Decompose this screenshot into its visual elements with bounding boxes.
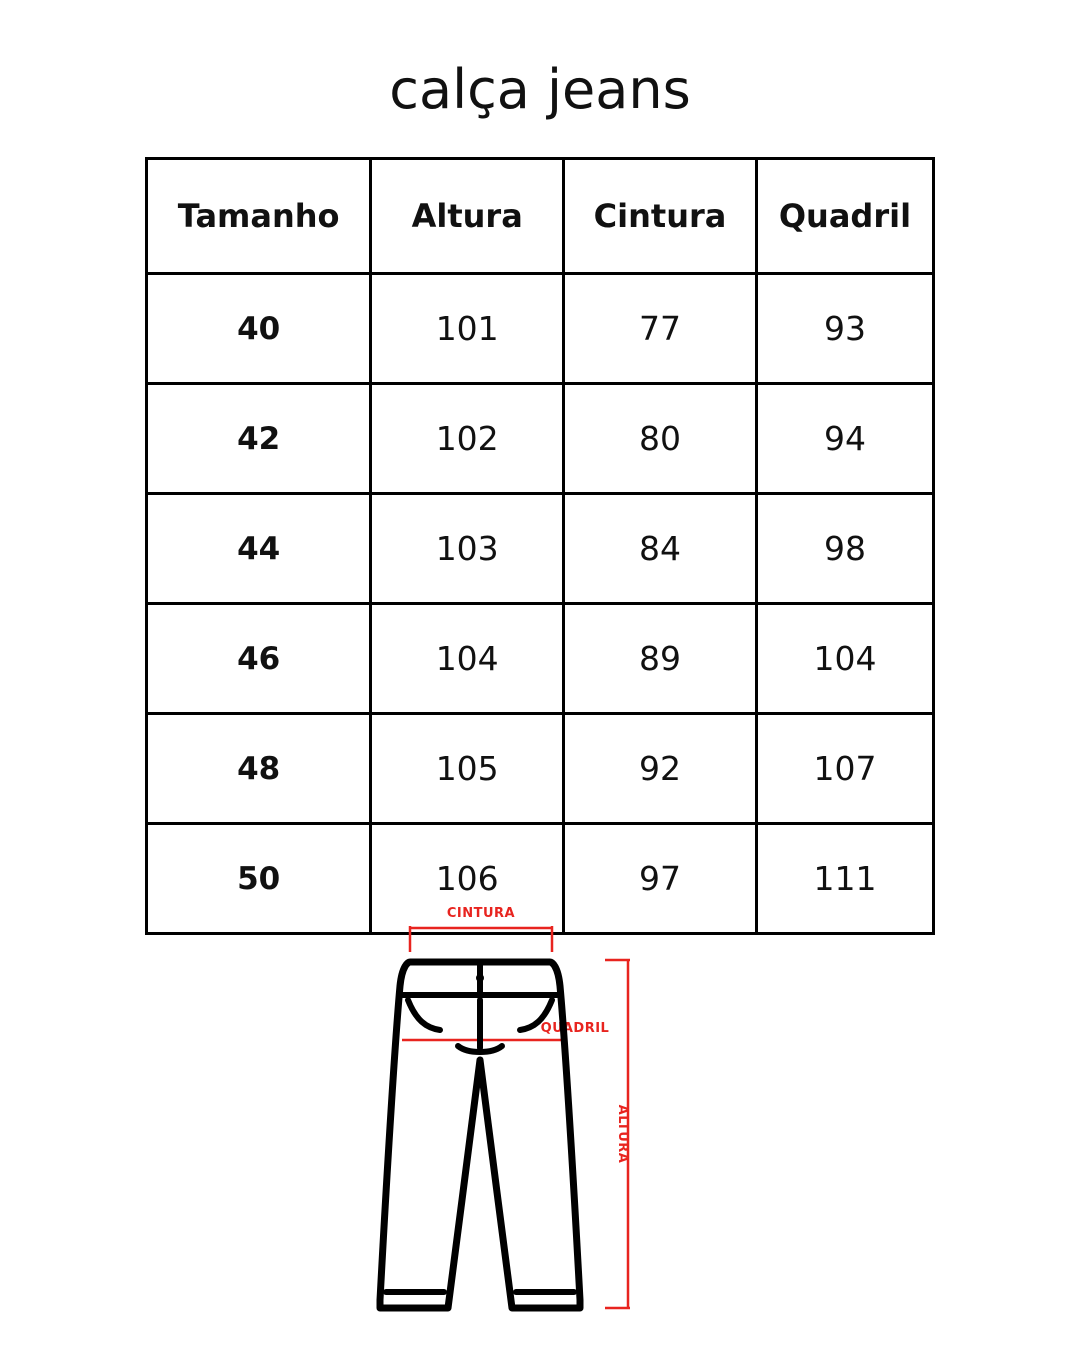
table-row bbox=[147, 604, 934, 714]
altura-label: ALTURA bbox=[615, 1104, 630, 1164]
cell-cintura: 97 bbox=[564, 824, 757, 934]
cell-cintura: 80 bbox=[564, 384, 757, 494]
cell-tamanho: 50 bbox=[147, 824, 371, 934]
jeans-button-icon bbox=[476, 974, 484, 982]
table-body bbox=[147, 274, 934, 934]
cell-altura: 103 bbox=[371, 494, 564, 604]
cintura-measure-bracket bbox=[410, 926, 552, 952]
size-table-container bbox=[145, 157, 935, 935]
table-row bbox=[147, 714, 934, 824]
size-table bbox=[145, 157, 935, 935]
cell-cintura: 84 bbox=[564, 494, 757, 604]
jeans-measurement-diagram bbox=[0, 900, 1080, 1330]
cell-tamanho: 46 bbox=[147, 604, 371, 714]
column-header-tamanho: Tamanho bbox=[147, 159, 371, 274]
cell-cintura: 92 bbox=[564, 714, 757, 824]
cell-altura: 106 bbox=[371, 824, 564, 934]
jeans-diagram-svg bbox=[330, 900, 750, 1320]
table-row bbox=[147, 384, 934, 494]
cell-tamanho: 44 bbox=[147, 494, 371, 604]
cell-quadril: 104 bbox=[756, 604, 933, 714]
cell-altura: 102 bbox=[371, 384, 564, 494]
jeans-pocket-stitching bbox=[408, 1000, 552, 1052]
cell-altura: 104 bbox=[371, 604, 564, 714]
cell-altura: 105 bbox=[371, 714, 564, 824]
table-header bbox=[147, 159, 934, 274]
cell-cintura: 89 bbox=[564, 604, 757, 714]
cell-quadril: 93 bbox=[756, 274, 933, 384]
table-row bbox=[147, 274, 934, 384]
page-title: calça jeans bbox=[389, 58, 691, 121]
cell-quadril: 98 bbox=[756, 494, 933, 604]
column-header-altura: Altura bbox=[371, 159, 564, 274]
cell-tamanho: 48 bbox=[147, 714, 371, 824]
column-header-quadril: Quadril bbox=[756, 159, 933, 274]
table-row bbox=[147, 494, 934, 604]
cell-quadril: 94 bbox=[756, 384, 933, 494]
cell-tamanho: 42 bbox=[147, 384, 371, 494]
column-header-cintura: Cintura bbox=[564, 159, 757, 274]
cell-quadril: 111 bbox=[756, 824, 933, 934]
cell-quadril: 107 bbox=[756, 714, 933, 824]
cell-tamanho: 40 bbox=[147, 274, 371, 384]
table-header-row bbox=[147, 159, 934, 274]
cintura-label: CINTURA bbox=[446, 906, 516, 921]
quadril-label: QUADRIL bbox=[540, 1021, 610, 1036]
cell-cintura: 77 bbox=[564, 274, 757, 384]
cell-altura: 101 bbox=[371, 274, 564, 384]
